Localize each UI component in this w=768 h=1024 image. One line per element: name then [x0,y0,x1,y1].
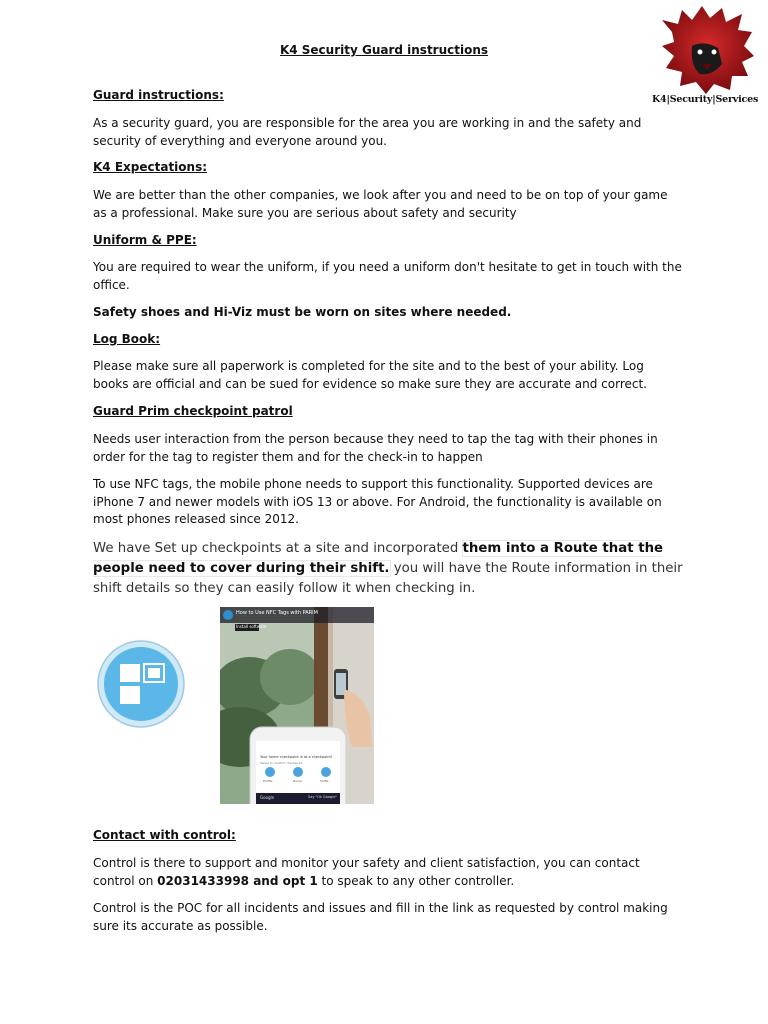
contact-text-1-pre: Control is there to support and monitor your safety and client satisfaction, you can contact control on [93,856,640,888]
phone-tab-home: Home [293,779,302,783]
route-paragraph [93,539,683,599]
contact-text-1 [93,855,683,890]
heading-contact-control: Contact with control: [93,828,236,842]
log-book-text: Please make sure all paperwork is completed for the site and to the best of your ability. Log books are official and can be sued for evidence so make sure they are accurate and correct. [93,359,647,391]
phone-ok-google-label: Say "Ok Google" [308,795,338,799]
expectations-text: We are better than the other companies, we look after you and need to be on top of your game as a professional. Make sure you are serious about safety and security [93,188,668,220]
heading-guard-instructions: Guard instructions: [93,88,224,102]
guard-instructions-text: As a security guard, you are responsible for the area you are working in and the safety and security of everything and everyone around you. [93,116,642,148]
document-title: K4 Security Guard instructions [279,43,489,57]
heading-log-book: Log Book: [93,332,161,346]
contact-text-1-post: to speak to any other controller. [317,873,515,888]
patrol-text-1: Needs user interaction from the person because they need to tap the tag with their phones in order for the tag to register them and for the check-in to happen [93,432,658,464]
control-phone-number: 02031433998 and opt 1 [157,873,318,888]
heading-expectations: K4 Expectations: [93,160,208,174]
nfc-checkpoint-icon [96,640,186,728]
photo-banner-text: How to Use NFC Tags with PARiM [236,610,318,616]
phone-notification-line2: Swipe to confirm checkpoint [260,761,303,765]
photo-tag-text: Install software [236,624,267,629]
route-text-bold: them into a Route that the people need to cover during their shift. [93,541,664,576]
heading-checkpoint-patrol: Guard Prim checkpoint patrol [93,404,293,418]
uniform-text: You are required to wear the uniform, if you need a uniform don't hesitate to get in touch with the office. [93,260,682,292]
phone-tab-shifts: Shifts [320,779,329,783]
phone-google-label: Google [260,795,275,800]
uniform-bold-note: Safety shoes and Hi-Viz must be worn on sites where needed. [93,305,512,319]
nfc-phone-photo [220,607,374,804]
patrol-text-2: To use NFC tags, the mobile phone needs to support this functionality. Supported devices are iPhone 7 and newer models with iOS 13 or above. For Android, the functionality is available on most phones released since 2012. [93,477,662,526]
phone-tab-profile: Profile [263,779,273,783]
route-text-post: you will have the Route information in their shift details so they can easily follow it when checking in. [93,561,683,596]
phone-notification-line1: Your home checkpoint is at a checkpoint! [260,755,333,759]
company-logo-text: K4|Security|Services [652,94,759,105]
photo-illustration [220,607,374,804]
route-text-pre: We have Set up checkpoints at a site and incorporated [93,541,463,556]
contact-text-2: Control is the POC for all incidents and issues and fill in the link as requested by control making sure its accurate as possible. [93,901,668,933]
heading-uniform: Uniform & PPE: [93,233,197,247]
